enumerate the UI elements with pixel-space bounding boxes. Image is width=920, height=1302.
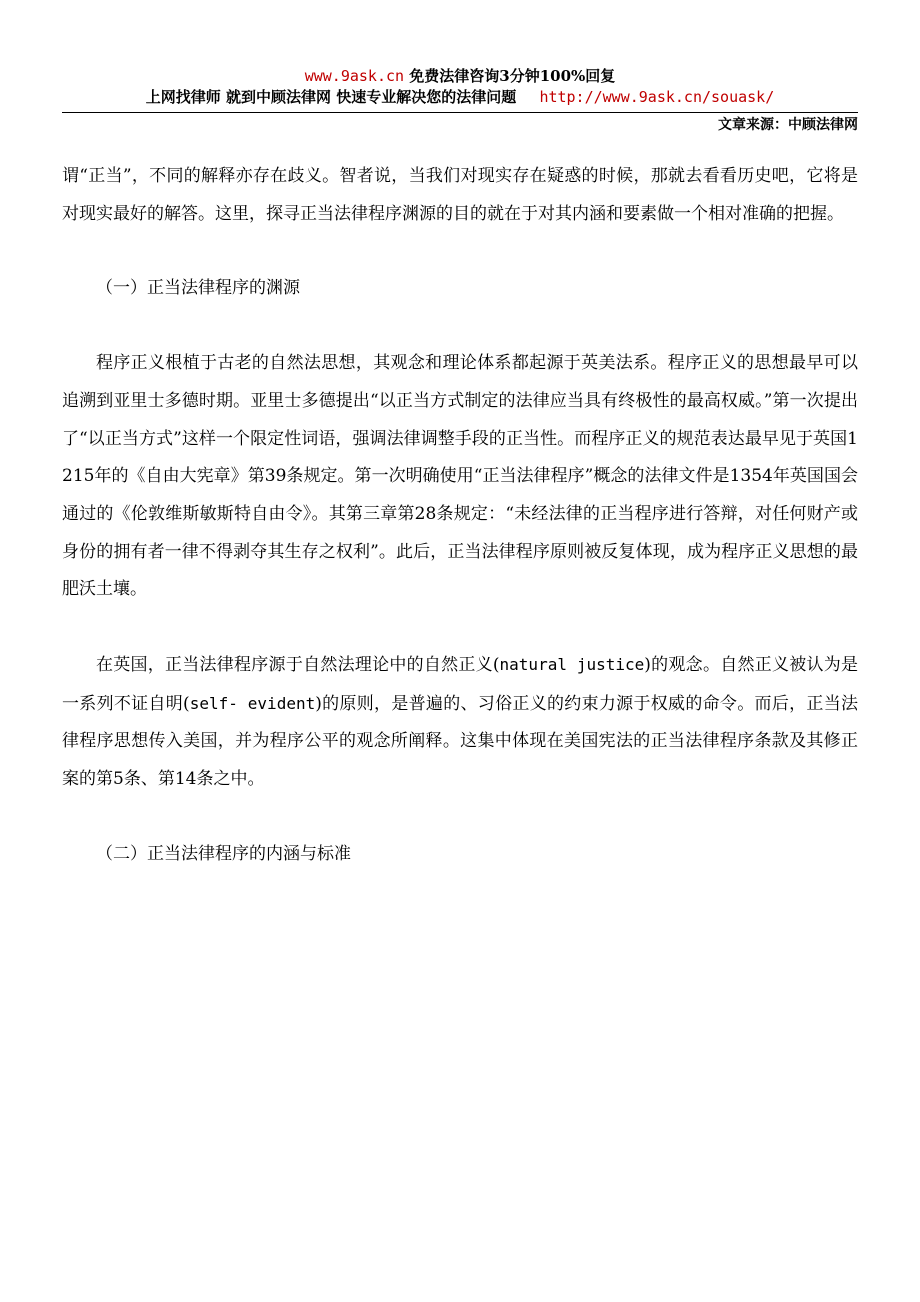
spacer — [62, 308, 858, 345]
spacer — [62, 799, 858, 836]
spacer — [62, 609, 858, 646]
paragraph-intro: 谓“正当”，不同的解释亦存在歧义。智者说，当我们对现实存在疑惑的时候，那就去看看历史吧，它将是对现实最好的解答。这里，探寻正当法律程序渊源的目的就在于对其内涵和要素做一个相对准确的把握。 — [62, 166, 858, 224]
header-divider — [62, 112, 858, 113]
spacer — [62, 233, 858, 270]
page-header — [62, 66, 858, 107]
text-segment: 在英国，正当法律程序源于自然法理论中的自然正义( — [96, 655, 500, 676]
section-heading-1: （一）正当法律程序的渊源 — [96, 278, 300, 299]
term-natural-justice: natural justice — [499, 655, 645, 675]
header-slogan: 上网找律师 就到中顾法律网 快速专业解决您的法律问题 — [145, 88, 517, 106]
header-line-2 — [62, 87, 858, 107]
souask-link[interactable]: http://www.9ask.cn/souask/ — [539, 88, 775, 106]
header-tagline: 免费法律咨询3分钟100%回复 — [409, 67, 616, 85]
header-line-1 — [62, 66, 858, 86]
article-source: 文章来源：中顾法律网 — [718, 117, 858, 133]
term-self-evident: self- evident — [189, 693, 316, 713]
paragraph-origins: 程序正义根植于古老的自然法思想，其观念和理论体系都起源于英美法系。程序正义的思想最早可以追溯到亚里士多德时期。亚里士多德提出“以正当方式制定的法律应当具有终极性的最高权威。”第一次提出了“以正当方式”这样一个限定性词语，强调法律调整手段的正当性。而程序正义的规范表达最早见于英国1215年的《自由大宪章》第39条规定。第一次明确使用“正当法律程序”概念的法律文件是1354年英国国会通过的《伦敦维斯敏斯特自由令》。其第三章第28条规定：“未经法律的正当程序进行答辩，对任何财产或身份的拥有者一律不得剥夺其生存之权利”。此后，正当法律程序原则被反复体现，成为程序正义思想的最肥沃土壤。 — [62, 353, 858, 600]
text-segment: )的原则，是普遍的、习俗正义的约束力源于权威的命令。而后，正当法律程序思想传入美国，并为程序公平的观念所阐释。这集中体现在美国宪法的正当法律程序条款及其修正案的第5条、第14条之中。 — [62, 693, 858, 790]
document-body — [62, 158, 858, 874]
text-segment: )的观念。自然正义被认为是一系列不证自明( — [62, 655, 858, 714]
section-heading-2: （二）正当法律程序的内涵与标准 — [96, 843, 351, 864]
paragraph-england — [62, 646, 858, 799]
site-url-link[interactable]: www.9ask.cn — [304, 67, 405, 85]
